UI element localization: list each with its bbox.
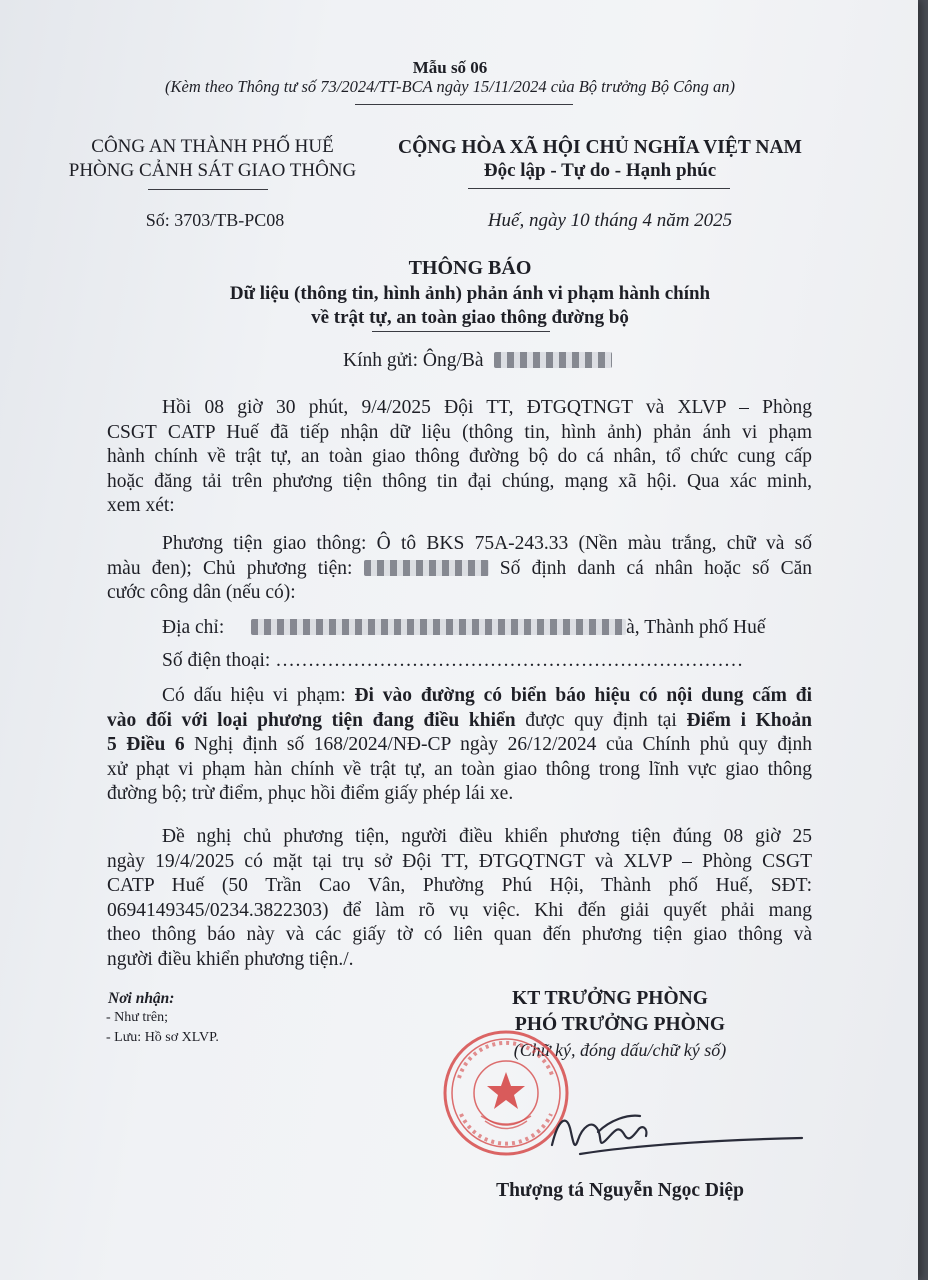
issuer-dept: PHÒNG CẢNH SÁT GIAO THÔNG — [68, 160, 357, 181]
para1-line3: hành chính về trật tự, an toàn giao thông đường bộ do cá nhân, tổ chức cung cấp — [107, 446, 812, 467]
address-suffix: à, Thành phố Huế — [626, 617, 766, 638]
handwritten-signature — [540, 1090, 820, 1180]
recipients-item-1: - Như trên; — [106, 1010, 169, 1025]
phone-line — [162, 650, 743, 672]
para1-line2: CSGT CATP Huế đã tiếp nhận dữ liệu (thông tin, hình ảnh) phản ánh vi phạm — [107, 421, 812, 443]
nation-motto: Độc lập - Tự do - Hạnh phúc — [483, 160, 717, 181]
violation-bold-2: vào đối với loại phương tiện đang điều khiển — [107, 709, 516, 731]
redacted-address — [251, 619, 626, 635]
redacted-recipient-name — [494, 352, 612, 368]
notice-subtitle-1: Dữ liệu (thông tin, hình ảnh) phản ánh vi phạm hành chính — [229, 283, 711, 304]
issuer-org: CÔNG AN THÀNH PHỐ HUẾ — [91, 136, 334, 157]
id-label: Số định danh cá nhân hoặc số Căn — [499, 557, 813, 579]
violation-mid: được quy định tại — [515, 709, 687, 731]
phone-dots: ……………………………………………………………… — [275, 650, 744, 671]
violation-decree: Nghị định số 168/2024/NĐ-CP ngày 26/12/2024 của Chính phủ quy định — [184, 734, 812, 755]
para3-line1 — [107, 684, 812, 709]
para4-line1: Đề nghị chủ phương tiện, người điều khiển phương tiện đúng 08 giờ 25 — [162, 826, 812, 847]
para1-line1: Hồi 08 giờ 30 phút, 9/4/2025 Đội TT, ĐTGQTNGT và XLVP – Phòng — [162, 397, 812, 418]
para4-line2: ngày 19/4/2025 có mặt tại trụ sở Đội TT, ĐTGQTNGT và XLVP – Phòng CSGT — [107, 850, 812, 872]
redacted-owner-name — [364, 560, 489, 576]
recipients-item-2: - Lưu: Hồ sơ XLVP. — [106, 1030, 219, 1045]
owner-label: màu đen); Chủ phương tiện: — [107, 557, 353, 579]
signature-note: (Chữ ký, đóng dấu/chữ ký số) — [513, 1040, 727, 1060]
para4-line4: 0694149345/0234.3822303) để làm rõ vụ việc. Khi đến giải quyết phải mang — [107, 899, 812, 921]
address-label: Địa chỉ: — [162, 617, 225, 638]
violation-bold-3: Điểm i Khoản — [686, 709, 812, 731]
para3-line3 — [107, 733, 812, 758]
signature-title-1: KT TRƯỞNG PHÒNG — [512, 988, 708, 1009]
paragraph-violation — [107, 684, 812, 807]
para3-line2 — [107, 709, 812, 734]
address-line — [162, 617, 766, 639]
para3-line5: đường bộ; trừ điểm, phục hồi điểm giấy phép lái xe. — [107, 783, 514, 804]
nation-name: CỘNG HÒA XÃ HỘI CHỦ NGHĨA VIỆT NAM — [398, 137, 802, 158]
notice-title: THÔNG BÁO — [408, 257, 532, 279]
notice-subtitle-2: về trật tự, an toàn giao thông đường bộ — [311, 307, 629, 328]
paragraph-request — [107, 825, 812, 972]
para1-line4: hoặc đăng tải trên phương tiện thông tin đại chúng, mạng xã hội. Qua xác minh, — [107, 470, 812, 492]
signer-name: Thượng tá Nguyễn Ngọc Diệp — [496, 1180, 744, 1201]
recipient-label: Kính gửi: Ông/Bà — [343, 350, 484, 371]
recipient-line — [343, 350, 612, 372]
form-number: Mẫu số 06 — [412, 58, 488, 77]
para3-line4: xử phạt vi phạm hàn chính về trật tự, an toàn giao thông trong lĩnh vực giao thông — [107, 758, 812, 780]
document-number: Số: 3703/TB-PC08 — [145, 210, 285, 230]
title-underline — [372, 331, 550, 332]
para4-line5: theo thông báo này và các giấy tờ có liên quan đến phương tiện giao thông và — [107, 924, 812, 945]
para2-line1: Phương tiện giao thông: Ô tô BKS 75A-243.33 (Nền màu trắng, chữ và số — [162, 533, 812, 554]
violation-lead: Có dấu hiệu vi phạm: — [162, 685, 355, 706]
signature-title-2: PHÓ TRƯỞNG PHÒNG — [514, 1014, 726, 1035]
issuer-underline — [148, 189, 268, 190]
violation-bold-4: 5 Điều 6 — [107, 734, 185, 755]
paragraph-incident — [107, 396, 812, 519]
para4-line6: người điều khiển phương tiện./. — [107, 948, 354, 970]
violation-bold-1: Đi vào đường có biển báo hiệu có nội dung cấm đi — [354, 685, 812, 706]
para2-line2 — [107, 557, 812, 582]
para4-line3: CATP Huế (50 Trần Cao Vân, Phường Phú Hội, Thành phố Huế, SĐT: — [107, 875, 812, 896]
paragraph-vehicle — [107, 532, 812, 606]
recipients-label: Nơi nhận: — [108, 990, 175, 1007]
motto-underline — [468, 188, 730, 189]
para1-line5: xem xét: — [107, 495, 175, 516]
attachment-underline — [355, 104, 573, 105]
place-date: Huế, ngày 10 tháng 4 năm 2025 — [487, 210, 733, 231]
phone-label: Số điện thoại: — [162, 650, 271, 671]
form-attachment: (Kèm theo Thông tư số 73/2024/TT-BCA ngày 15/11/2024 của Bộ trưởng Bộ Công an) — [165, 77, 735, 96]
para2-line3: cước công dân (nếu có): — [107, 582, 296, 603]
